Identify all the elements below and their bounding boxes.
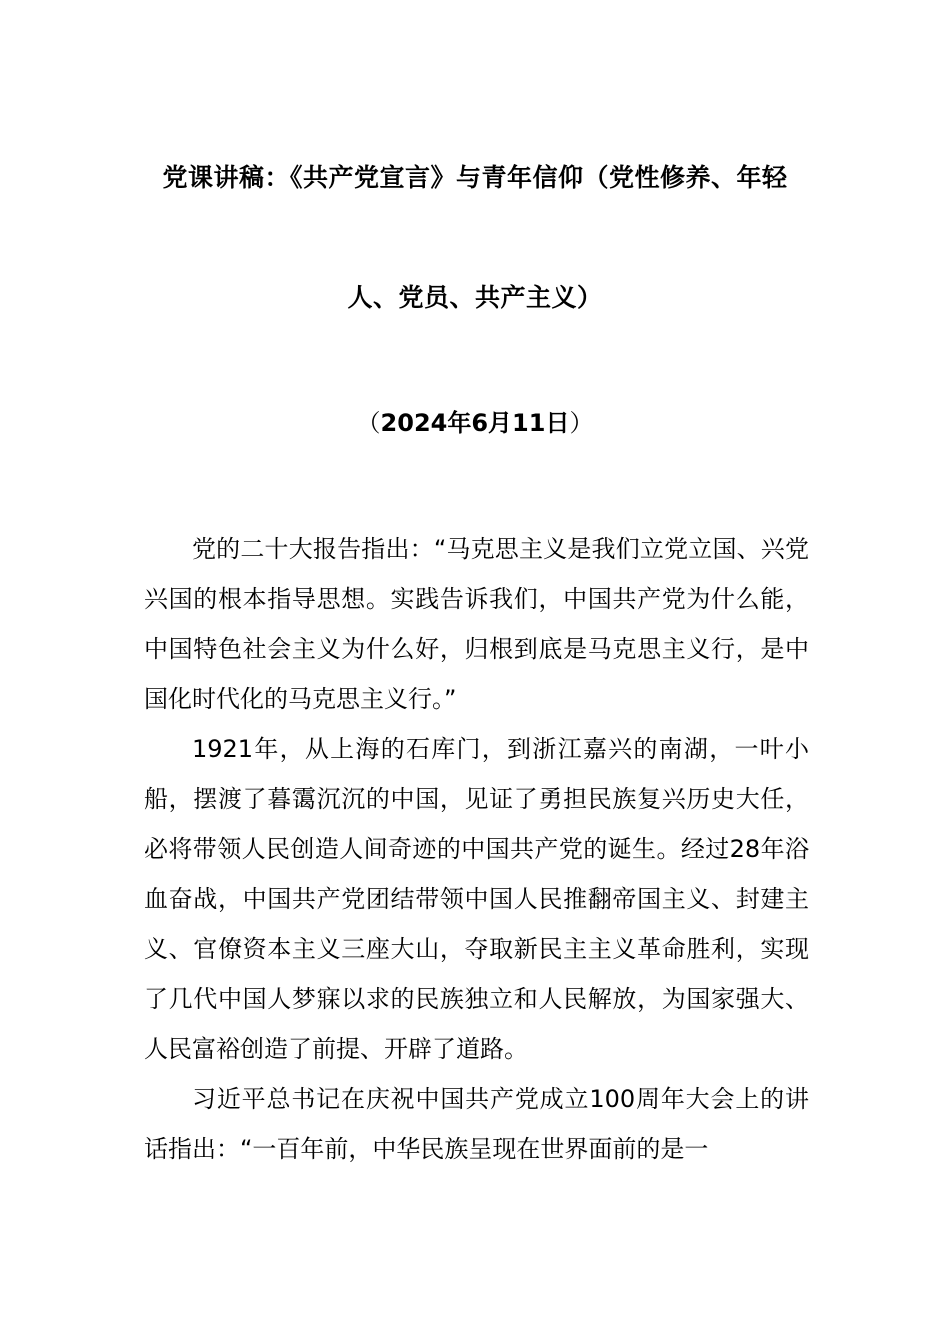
date-value: 2024年6月11日 xyxy=(380,409,570,437)
paragraph-1: 党的二十大报告指出：“马克思主义是我们立党立国、兴党兴国的根本指导思想。实践告诉我们，中国共产党为什么能，中国特色社会主义为什么好，归根到底是马克思主义行，是中国化时代化的马克思主义行。” xyxy=(144,535,809,713)
date-open-paren: （ xyxy=(356,409,381,437)
document-body xyxy=(144,524,809,1174)
paragraph-3: 习近平总书记在庆祝中国共产党成立100周年大会上的讲话指出：“一百年前，中华民族呈现在世界面前的是一 xyxy=(144,1085,809,1163)
date-close-paren: ） xyxy=(569,409,594,437)
document-title-line-1: 党课讲稿：《共产党宣言》与青年信仰（党性修养、年轻 xyxy=(162,163,788,192)
paragraph-2: 1921年，从上海的石库门，到浙江嘉兴的南湖，一叶小船，摆渡了暮霭沉沉的中国，见证了勇担民族复兴历史大任，必将带领人民创造人间奇迹的中国共产党的诞生。经过28年浴血奋战，中国共产党团结带领中国人民推翻帝国主义、封建主义、官僚资本主义三座大山，夺取新民主主义革命胜利，实现了几代中国人梦寐以求的民族独立和人民解放，为国家强大、人民富裕创造了前提、开辟了道路。 xyxy=(144,735,809,1063)
document-title-line-2: 人、党员、共产主义） xyxy=(347,283,603,312)
document-date xyxy=(120,405,830,441)
